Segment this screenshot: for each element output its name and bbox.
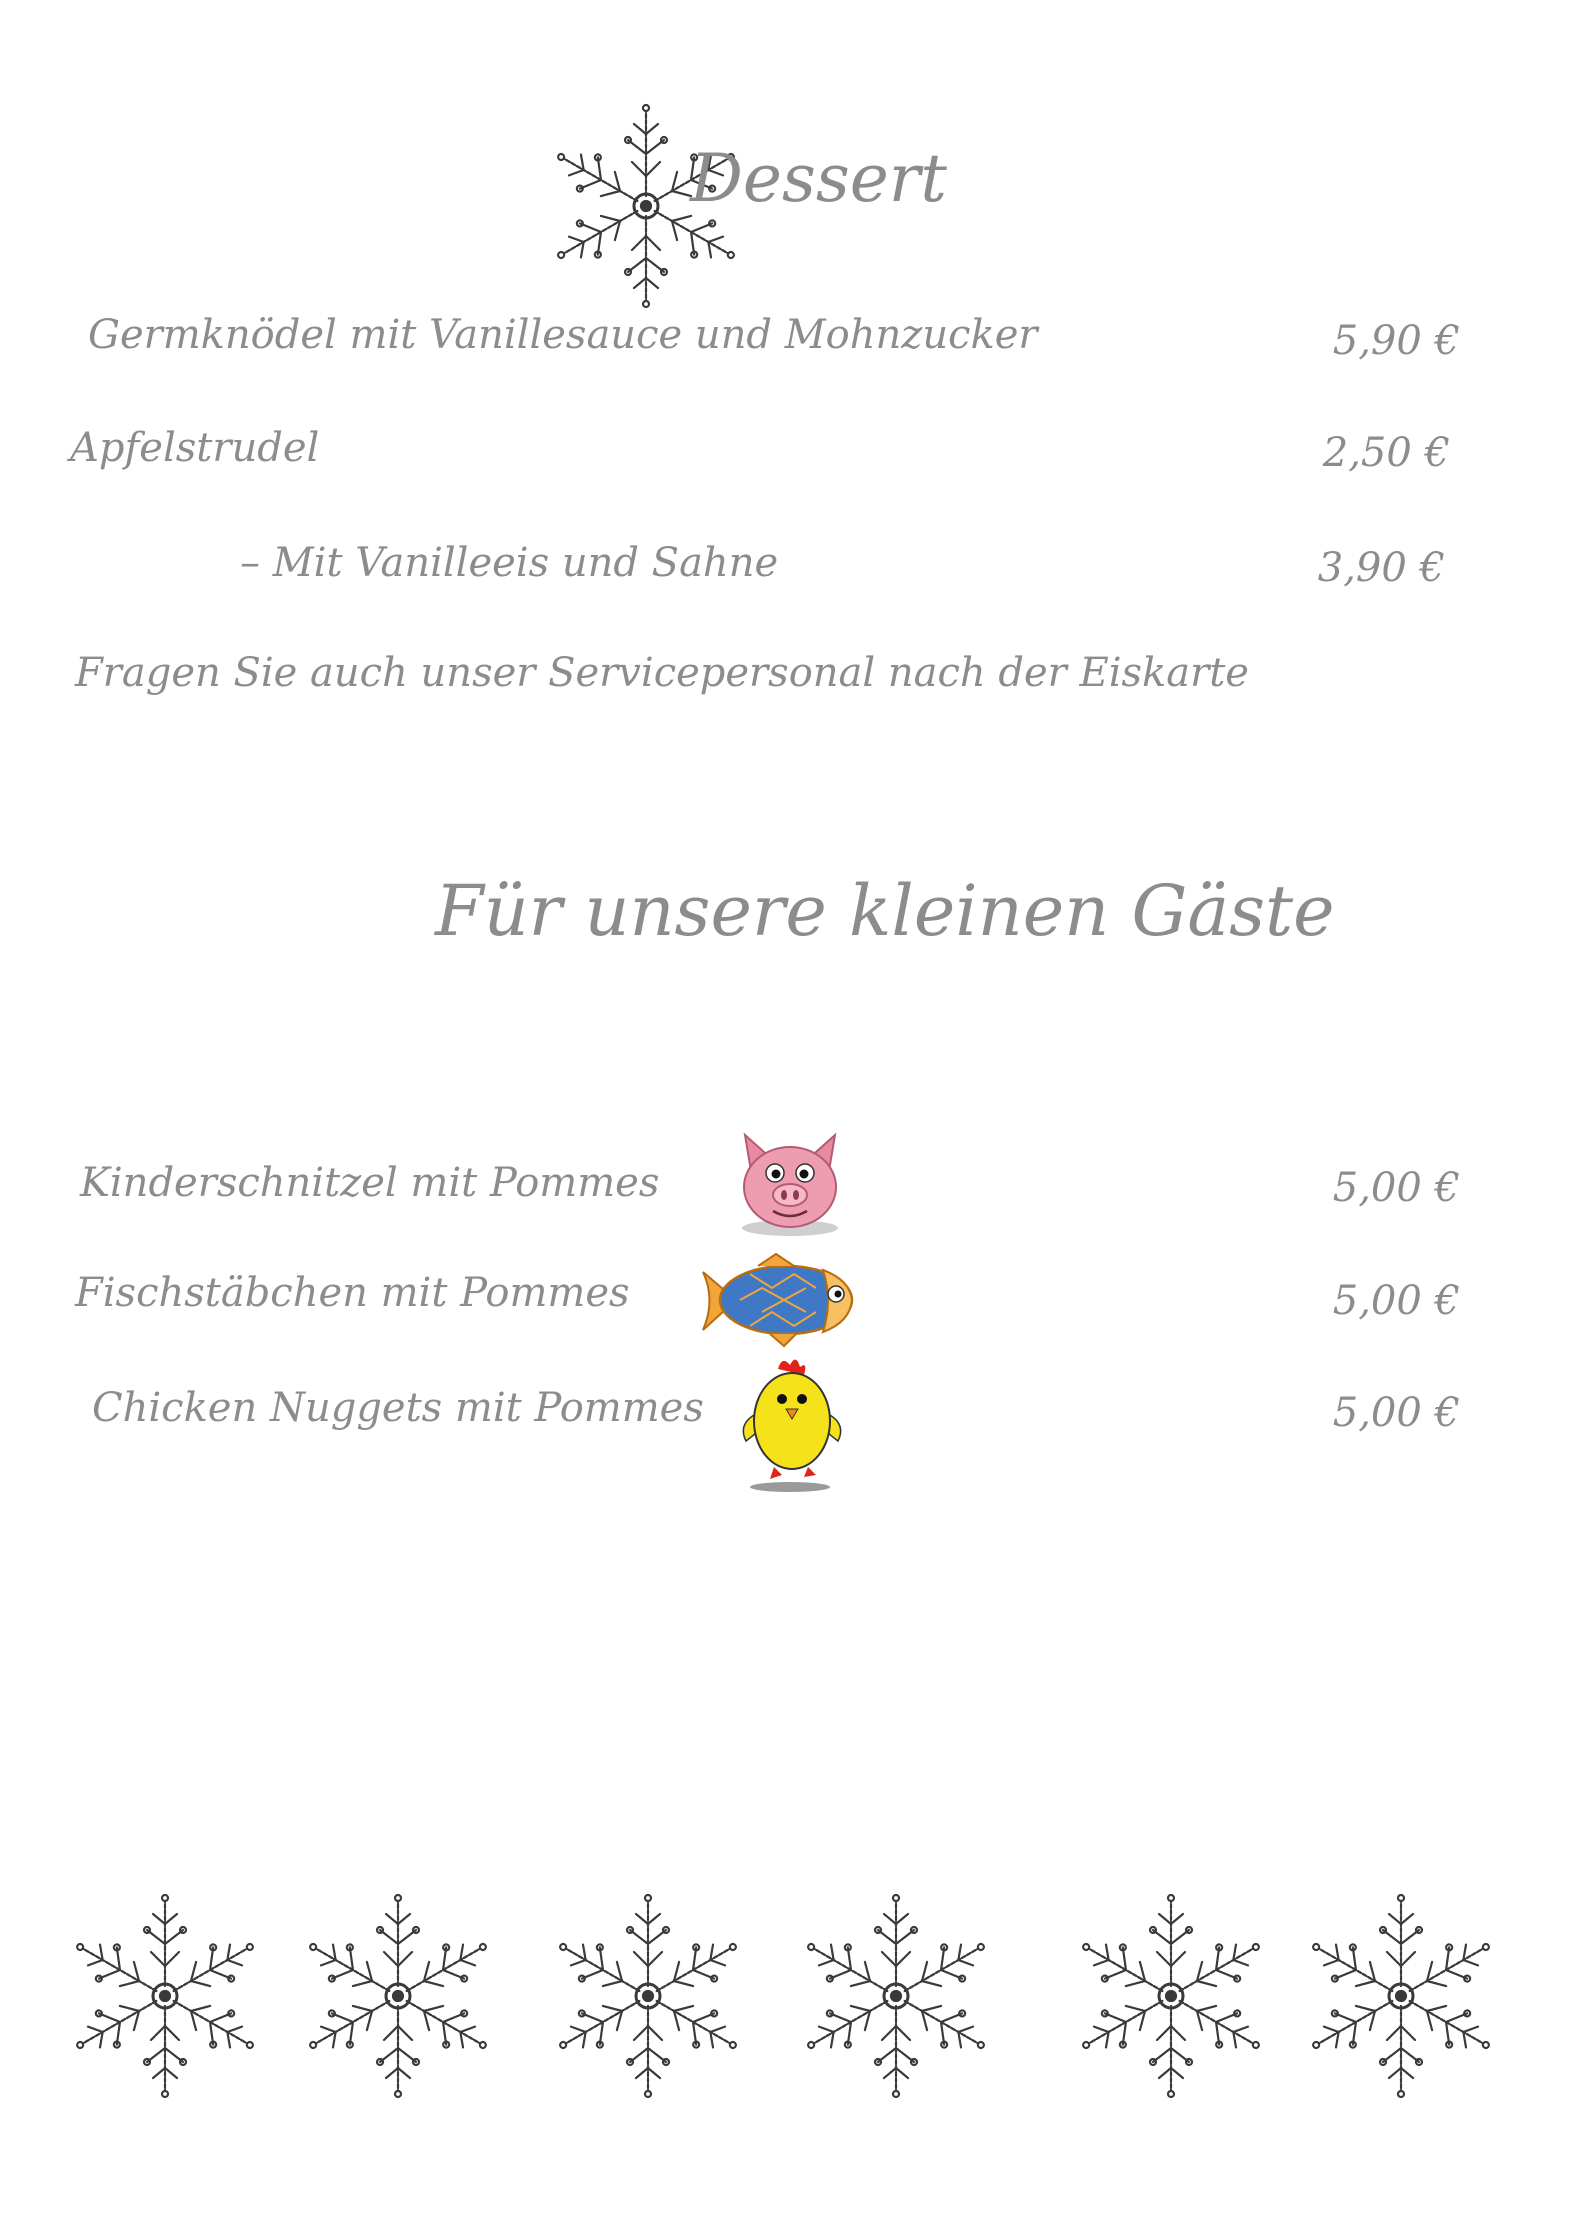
kids-item-name: Fischstäbchen mit Pommes [75,1270,630,1316]
dessert-item-name: Germknödel mit Vanillesauce und Mohnzucker [88,312,1038,358]
fish-icon [698,1250,860,1350]
snowflake-icon [72,1890,258,2102]
kids-item-price: 5,00 € [1332,1390,1460,1436]
kids-item-name: Chicken Nuggets mit Pommes [92,1385,704,1431]
kids-title: Für unsere kleinen Gäste [435,870,1335,952]
dessert-item-price: 5,90 € [1332,318,1460,364]
snowflake-icon [555,1890,741,2102]
kids-item-price: 5,00 € [1332,1278,1460,1324]
snowflake-icon [803,1890,989,2102]
kids-item-price: 5,00 € [1332,1165,1460,1211]
dessert-item-price: 3,90 € [1317,545,1445,591]
snowflake-icon [305,1890,491,2102]
pig-icon [725,1125,855,1240]
chick-icon [738,1355,848,1495]
dessert-item-name: – Mit Vanilleeis und Sahne [240,540,779,586]
dessert-item-name: Apfelstrudel [70,425,320,471]
snowflake-icon [1308,1890,1494,2102]
kids-item-name: Kinderschnitzel mit Pommes [80,1160,660,1206]
snowflake-icon [1078,1890,1264,2102]
dessert-title: Dessert [690,140,947,217]
dessert-item-price: 2,50 € [1322,430,1450,476]
dessert-note: Fragen Sie auch unser Servicepersonal nach der Eiskarte [75,650,1249,696]
